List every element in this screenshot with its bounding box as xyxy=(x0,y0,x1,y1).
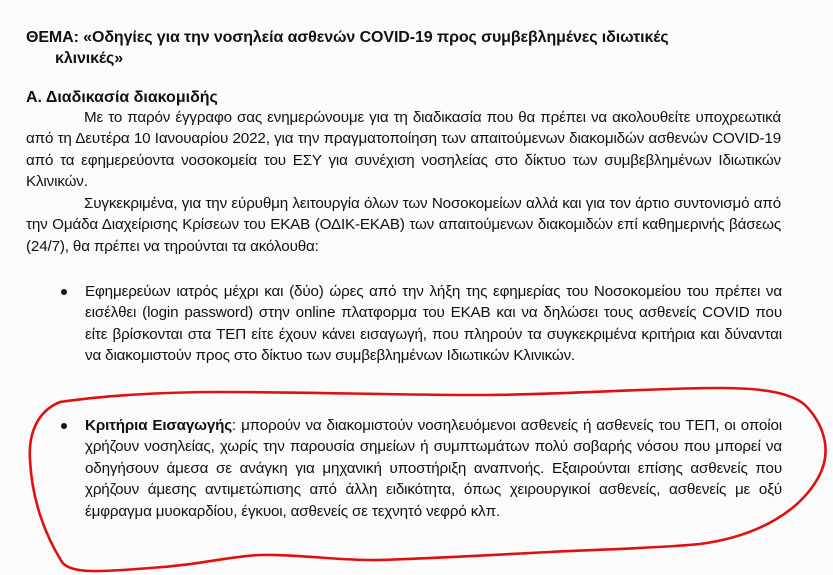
bullet-lead-label: Κριτήρια Εισαγωγής xyxy=(85,417,233,434)
section-heading: Α. Διαδικασία διακομιδής xyxy=(26,89,218,106)
bullet-item-admission-criteria xyxy=(85,415,782,522)
bullet-item-on-call-doctor xyxy=(85,281,782,367)
document-subject xyxy=(26,27,806,69)
requirements-paragraph: Συγκεκριμένα, για την εύρυθμη λειτουργία όλων των Νοσοκομείων αλλά και για τον άρτιο συντονισμό από την Ομάδα Διαχείρισης Κρίσεων του ΕΚΑΒ (ΟΔΙΚ-ΕΚΑΒ) των απαιτούμενων διακομιδών επί καθημερινής βάσεως (24/7), θα πρέπει να τηρούνται τα ακόλουθα: xyxy=(26,195,781,255)
bullet-icon xyxy=(61,423,67,429)
subject-line-1: ΘΕΜΑ: «Οδηγίες για την νοσηλεία ασθενών COVID-19 προς συμβεβλημένες ιδιωτικές xyxy=(26,29,669,46)
bullet-text: : μπορούν να διακομιστούν νοσηλευόμενοι ασθενείς ή ασθενείς του ΤΕΠ, οι οποίοι χρήζουν νοσηλείας, χωρίς την παρουσία σημείων ή συμπτωμάτων πολύ σοβαρής νόσου που μπορεί να οδηγήσουν άμεσα σε ανάγκη για μηχανική υποστήριξη αναπνοής. Εξαιρούνται επίσης ασθενείς που χρήζουν άμεσης αντιμετώπισης από άλλη ειδικότητα, όπως χειρουργικοί ασθενείς, ασθενείς με οξύ έμφραγμα μυοκαρδίου, έγκυοι, ασθενείς σε τεχνητό νεφρό κλπ. xyxy=(85,417,782,520)
intro-paragraph: Με το παρόν έγγραφο σας ενημερώνουμε για τη διαδικασία που θα πρέπει να ακολουθείτε υποχρεωτικά από τη Δευτέρα 10 Ιανουαρίου 2022, για την πραγματοποίηση των απαιτούμενων διακομιδών ασθενών COVID-19 από τα εφημερεύοντα νοσοκομεία του ΕΣΥ για συνέχιση νοσηλείας στο δίκτυο των συμβεβλημένων Ιδιωτικών Κλινικών. xyxy=(26,109,781,190)
bullet-text: Εφημερεύων ιατρός μέχρι και (δύο) ώρες από την λήξη της εφημερίας του Νοσοκομείου του πρέπει να εισέλθει (login password) στην online πλατφορμα του ΕΚΑΒ και να δηλώσει τους ασθενείς COVID που είτε βρίσκονται στα ΤΕΠ είτε έχουν κάνει εισαγωγή, που πληρούν τα συγκεκριμένα κριτήρια και δύνανται να διακομιστούν προς στο δίκτυο των συμβεβλημένων Ιδιωτικών Κλινικών. xyxy=(85,283,782,365)
bullet-icon xyxy=(61,289,67,295)
subject-line-2: κλινικές» xyxy=(55,50,124,67)
